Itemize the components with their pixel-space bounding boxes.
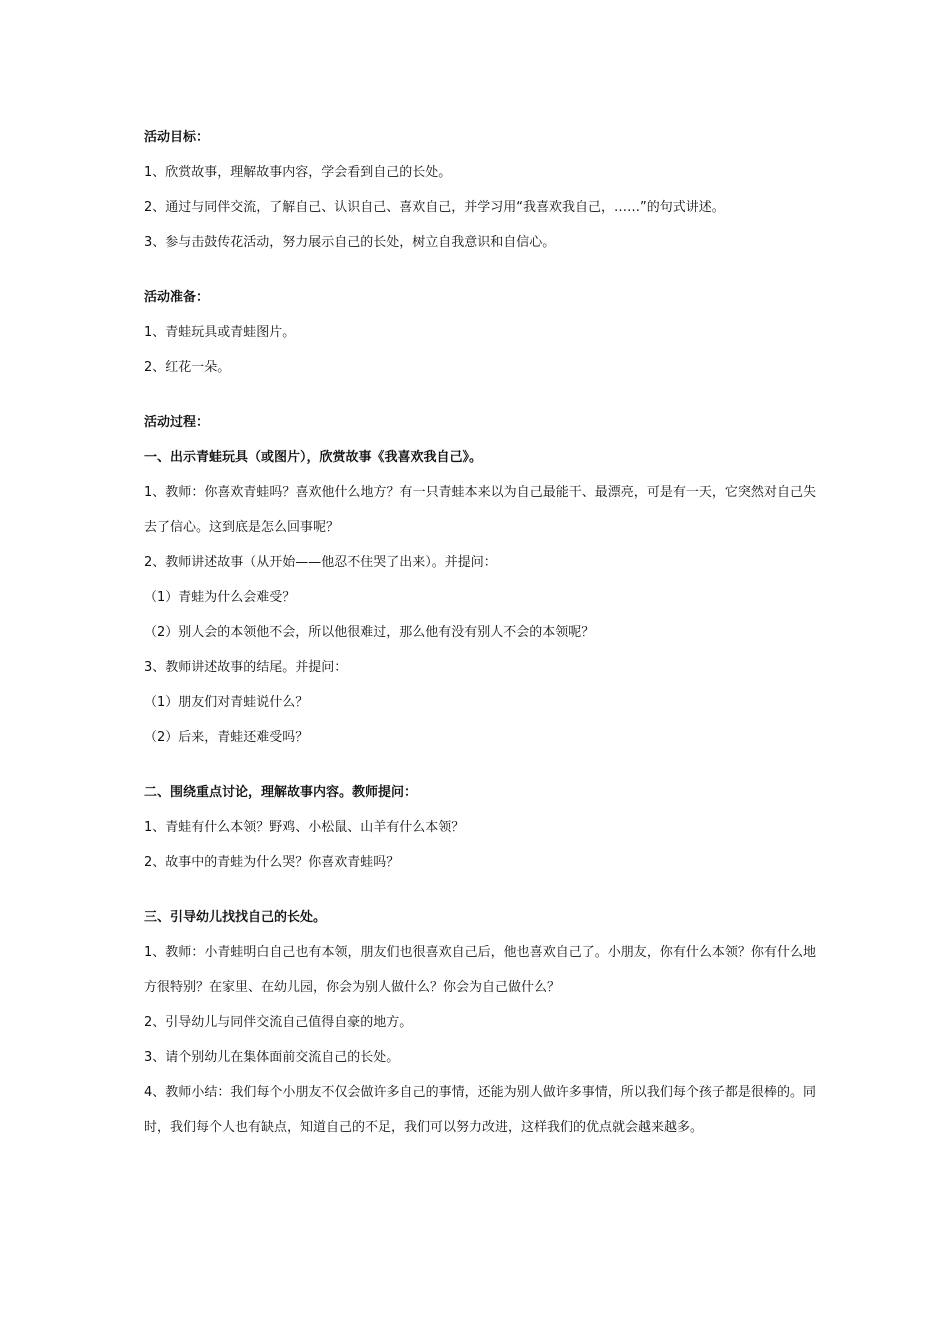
part3-paragraph-3: 3、请个别幼儿在集体面前交流自己的长处。 <box>144 1050 400 1065</box>
prep-item: 1、青蛙玩具或青蛙图片。 <box>144 325 296 340</box>
goal-item: 3、参与击鼓传花活动，努力展示自己的长处，树立自我意识和自信心。 <box>144 235 556 250</box>
part3-title: 三、引导幼儿找找自己的长处。 <box>144 910 327 925</box>
part1-paragraph-2: 2、教师讲述故事（从开始——他忍不住哭了出来）。并提问： <box>144 555 497 570</box>
document-body <box>144 120 816 1145</box>
part1-question-3: （1）朋友们对青蛙说什么？ <box>144 695 309 710</box>
goal-item: 1、欣赏故事，理解故事内容，学会看到自己的长处。 <box>144 165 452 180</box>
part3-paragraph-2: 2、引导幼儿与同伴交流自己值得自豪的地方。 <box>144 1015 413 1030</box>
prep-heading: 活动准备： <box>144 290 210 305</box>
goals-heading: 活动目标： <box>144 130 210 145</box>
part3-paragraph-4: 4、教师小结：我们每个小朋友不仅会做许多自己的事情，还能为别人做许多事情，所以我们每个孩子都是很棒的。同时，我们每个人也有缺点，知道自己的不足，我们可以努力改进，这样我们的优点就会越来越多。 <box>144 1085 816 1135</box>
part1-question-4: （2）后来，青蛙还难受吗？ <box>144 730 309 745</box>
prep-item: 2、红花一朵。 <box>144 360 231 375</box>
part1-paragraph-1: 1、教师：你喜欢青蛙吗？喜欢他什么地方？有一只青蛙本来以为自己最能干、最漂亮，可是有一天，它突然对自己失去了信心。这到底是怎么回事呢？ <box>144 485 816 535</box>
part1-question-1: （1）青蛙为什么会难受？ <box>144 590 296 605</box>
part1-paragraph-3: 3、教师讲述故事的结尾。并提问： <box>144 660 348 675</box>
process-heading: 活动过程： <box>144 415 210 430</box>
part1-question-2: （2）别人会的本领他不会，所以他很难过，那么他有没有别人不会的本领呢？ <box>144 625 595 640</box>
part2-paragraph-2: 2、故事中的青蛙为什么哭？你喜欢青蛙吗？ <box>144 855 400 870</box>
part1-title: 一、出示青蛙玩具（或图片），欣赏故事《我喜欢我自己》。 <box>144 450 483 465</box>
part2-title: 二、围绕重点讨论，理解故事内容。教师提问： <box>144 785 418 800</box>
part3-paragraph-1: 1、教师：小青蛙明白自己也有本领，朋友们也很喜欢自己后，他也喜欢自己了。小朋友，你有什么本领？你有什么地方很特别？在家里、在幼儿园，你会为别人做什么？你会为自己做什么？ <box>144 945 816 995</box>
goal-item: 2、通过与同伴交流，了解自己、认识自己、喜欢自己，并学习用“我喜欢我自己，……”的句式讲述。 <box>144 200 725 215</box>
part2-paragraph-1: 1、青蛙有什么本领？野鸡、小松鼠、山羊有什么本领？ <box>144 820 465 835</box>
